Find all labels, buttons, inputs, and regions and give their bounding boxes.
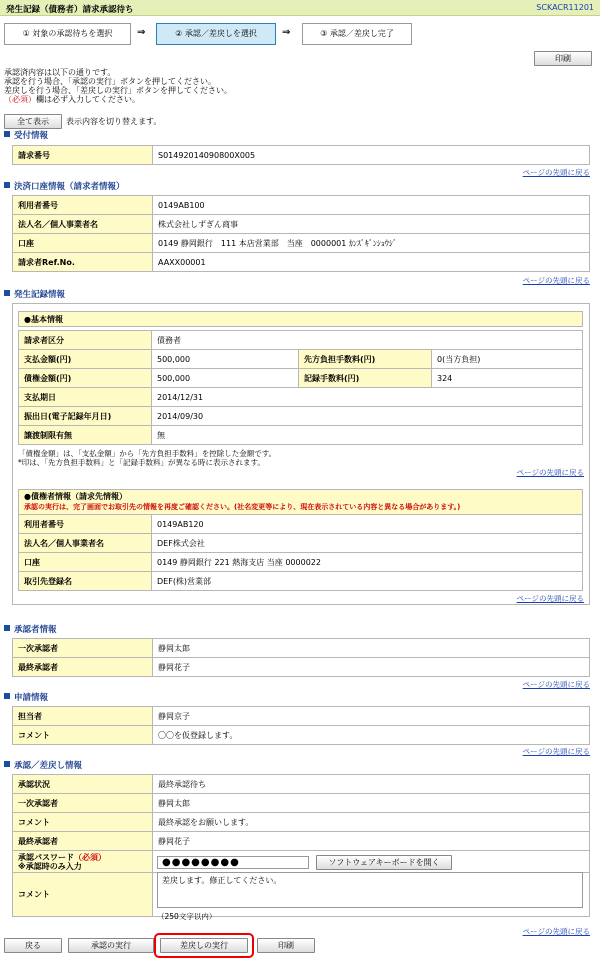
back-to-top-link[interactable]: ページの先頭に戻る [522, 747, 590, 756]
table-row [19, 388, 583, 407]
intro-line-1: 承認済内容は以下の通りです。 [4, 68, 116, 77]
back-to-top-link[interactable]: ページの先頭に戻る [522, 168, 590, 177]
table-row [13, 658, 590, 677]
field-value: 静岡京子 [153, 707, 590, 726]
show-all-text: 表示内容を切り替えます。 [66, 117, 162, 126]
step-2-label: 承認／差戻しを選択 [184, 29, 257, 38]
field-label: コメント [13, 873, 153, 917]
approve-button[interactable]: 承認の実行 [68, 938, 154, 953]
table-row [19, 572, 583, 591]
required-mark: （必須） [4, 95, 36, 104]
section-shoninsha-label: 承認者情報 [14, 625, 57, 635]
saikensha-title [18, 489, 583, 515]
section-kessai-label: 決済口座情報（請求者情報） [14, 182, 125, 192]
field-value: 無 [152, 426, 583, 445]
step-2-num: ② [175, 29, 183, 38]
required-mark: （必須） [74, 852, 106, 862]
step-3 [302, 23, 412, 45]
field-value: DEF株式会社 [152, 534, 583, 553]
field-value: 324 [432, 369, 583, 388]
field-value: 静岡花子 [153, 658, 590, 677]
back-to-top-link[interactable]: ページの先頭に戻る [522, 276, 590, 285]
field-label: コメント [13, 813, 153, 832]
section-shinsei-title [4, 691, 48, 703]
password-note: ※承認時のみ入力 [18, 861, 82, 871]
section-shinsei-label: 申請情報 [14, 693, 49, 703]
table-row [19, 350, 583, 369]
field-label: 請求者Ref.No. [13, 253, 153, 272]
amount-notes [18, 449, 276, 467]
kihon-title: ●基本情報 [18, 311, 583, 327]
section-shonin-title [4, 759, 82, 771]
field-value: AAXX00001 [153, 253, 590, 272]
field-label: 請求者区分 [19, 331, 152, 350]
shoninsha-table [12, 638, 590, 677]
field-label: 一次承認者 [13, 639, 153, 658]
section-hassei-title [4, 288, 65, 300]
section-kessai-title [4, 180, 125, 192]
field-label: 口座 [13, 234, 153, 253]
field-label: 記録手数料(円) [299, 369, 432, 388]
section-marker-icon [4, 693, 10, 699]
table-row [19, 553, 583, 572]
table-row [19, 369, 583, 388]
field-label: 利用者番号 [19, 515, 152, 534]
section-marker-icon [4, 761, 10, 767]
field-label: 債権金額(円) [19, 369, 152, 388]
print-button-bottom[interactable]: 印刷 [257, 938, 315, 953]
step-1-num: ① [22, 29, 30, 38]
table-row [13, 813, 590, 832]
field-value: DEF(株)営業部 [152, 572, 583, 591]
title-bar [0, 0, 600, 16]
field-value: 最終承認待ち [153, 775, 590, 794]
table-row [19, 515, 583, 534]
software-keyboard-button[interactable]: ソフトウェアキーボードを開く [316, 855, 452, 870]
intro-line-3: 差戻しを行う場合、「差戻しの実行」ボタンを押してください。 [4, 86, 232, 95]
field-label: 譲渡制限有無 [19, 426, 152, 445]
request-number-value: S01492014090800X005 [153, 146, 590, 165]
step-3-num: ③ [320, 29, 328, 38]
table-row [13, 726, 590, 745]
back-to-top-link[interactable]: ページの先頭に戻る [522, 680, 590, 689]
reject-button[interactable]: 差戻しの実行 [160, 938, 248, 953]
section-uketsuke-label: 受付情報 [14, 131, 49, 141]
section-marker-icon [4, 182, 10, 188]
note-line: 「債権金額」は、「支払金額」から「先方負担手数料」を控除した金額です。 [18, 449, 277, 458]
field-label: 最終承認者 [13, 658, 153, 677]
table-row [13, 832, 590, 851]
show-all-button[interactable]: 全て表示 [4, 114, 62, 129]
comment-textarea[interactable]: 差戻します。修正してください。 [157, 872, 583, 908]
step-1-label: 対象の承認待ちを選択 [32, 29, 113, 38]
field-value: 静岡太郎 [153, 794, 590, 813]
shinsei-table [12, 706, 590, 745]
table-row [13, 639, 590, 658]
step-arrow-2: ⇒ [282, 27, 291, 38]
table-row [19, 407, 583, 426]
field-label: 担当者 [13, 707, 153, 726]
kessai-table [12, 195, 590, 272]
field-value: 債務者 [152, 331, 583, 350]
table-row [13, 234, 590, 253]
field-label: 支払金額(円) [19, 350, 152, 369]
table-row [13, 794, 590, 813]
table-row [13, 215, 590, 234]
field-label: 先方負担手数料(円) [299, 350, 432, 369]
table-row [13, 253, 590, 272]
print-button-top[interactable]: 印刷 [534, 51, 592, 66]
field-value: 0149AB120 [152, 515, 583, 534]
step-1 [4, 23, 131, 45]
back-button[interactable]: 戻る [4, 938, 62, 953]
section-shoninsha-title [4, 623, 57, 635]
kihon-table [18, 330, 583, 445]
field-value: 0149 静岡銀行 111 本店営業部 当座 0000001 ｶﾝｽﾞｷﾞﾝｼｮｳｼﾞ [153, 234, 590, 253]
field-label: 支払期日 [19, 388, 152, 407]
back-to-top-link[interactable]: ページの先頭に戻る [516, 594, 584, 603]
field-value: 〇〇を仮登録します。 [153, 726, 590, 745]
comment-limit: （250文字以内） [157, 912, 217, 921]
field-label: コメント [13, 726, 153, 745]
table-row [13, 196, 590, 215]
intro-line-4: 欄は必ず入力してください。 [36, 95, 140, 104]
field-value: 2014/12/31 [152, 388, 583, 407]
field-value: 静岡太郎 [153, 639, 590, 658]
section-marker-icon [4, 290, 10, 296]
section-marker-icon [4, 131, 10, 137]
password-label: 承認パスワード [18, 852, 74, 862]
field-label: 振出日(電子記録年月日) [19, 407, 152, 426]
table-row [19, 534, 583, 553]
saikensha-table [18, 514, 583, 591]
password-label-cell [13, 851, 153, 873]
instructions [4, 68, 232, 104]
step-arrow-1: ⇒ [137, 27, 146, 38]
table-row [13, 707, 590, 726]
field-value: 2014/09/30 [152, 407, 583, 426]
page-title: 発生記録（債務者）請求承認待ち [6, 5, 134, 15]
field-value: 株式会社しずぎん商事 [153, 215, 590, 234]
field-label: 一次承認者 [13, 794, 153, 813]
saikensha-warning: 承認の実行は、完了画面でお取引先の情報を再度ご確認ください。(社名変更等により、現在表示されている内容と異なる場合があります。) [24, 503, 461, 511]
field-label: 法人名／個人事業者名 [19, 534, 152, 553]
field-value: 静岡花子 [153, 832, 590, 851]
table-row [19, 331, 583, 350]
field-value: 0149 静岡銀行 221 熱海支店 当座 0000022 [152, 553, 583, 572]
field-value: 0(当方負担) [432, 350, 583, 369]
section-uketsuke-title [4, 129, 48, 141]
table-row [13, 146, 590, 165]
table-row [19, 426, 583, 445]
screen-id: SCKACR11201 [536, 3, 594, 12]
field-label: 承認状況 [13, 775, 153, 794]
section-hassei-label: 発生記録情報 [14, 290, 66, 300]
saikensha-title-text: ●債権者情報（請求先情報） [24, 492, 127, 501]
step-2 [156, 23, 276, 45]
field-label: 取引先登録名 [19, 572, 152, 591]
back-to-top-link[interactable]: ページの先頭に戻る [522, 927, 590, 936]
note-line: *印は、「先方負担手数料」と「記録手数料」が異なる時に表示されます。 [18, 458, 265, 467]
step-3-label: 承認／差戻し完了 [329, 29, 394, 38]
field-value: 500,000 [152, 350, 299, 369]
field-value: 0149AB100 [153, 196, 590, 215]
intro-line-2: 承認を行う場合、「承認の実行」ボタンを押してください。 [4, 77, 216, 86]
uketsuke-table [12, 145, 590, 165]
back-to-top-link[interactable]: ページの先頭に戻る [516, 468, 584, 477]
field-label: 口座 [19, 553, 152, 572]
table-row [13, 775, 590, 794]
field-label: 利用者番号 [13, 196, 153, 215]
approval-password-input[interactable]: ●●●●●●●● [157, 856, 309, 869]
field-label: 法人名／個人事業者名 [13, 215, 153, 234]
field-label: 請求番号 [13, 146, 153, 165]
field-label: 最終承認者 [13, 832, 153, 851]
section-marker-icon [4, 625, 10, 631]
field-value: 500,000 [152, 369, 299, 388]
field-value: 最終承認をお願いします。 [153, 813, 590, 832]
section-shonin-label: 承認／差戻し情報 [14, 761, 83, 771]
